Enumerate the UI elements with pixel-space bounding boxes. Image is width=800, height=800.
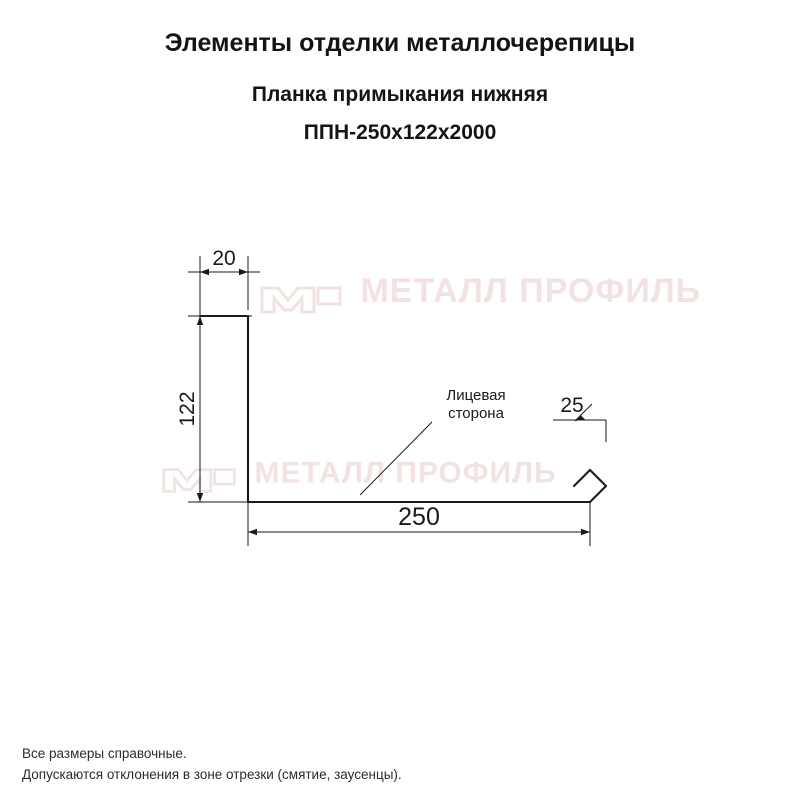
dimension-20-label: 20 — [212, 247, 236, 270]
page-title: Элементы отделки металлочерепицы — [164, 29, 636, 57]
dimension-25-label: 25 — [560, 394, 584, 417]
face-side-label-line1: Лицевая — [446, 387, 506, 404]
footer-notes — [22, 744, 402, 786]
watermark-text-2: МЕТАЛЛ ПРОФИЛЬ — [254, 456, 557, 490]
note-line-2: Допускаются отклонения в зоне отрезки (смятие, заусенцы). — [22, 767, 402, 783]
dimension-122-label: 122 — [176, 391, 199, 427]
face-side-label-line2: сторона — [448, 405, 504, 422]
product-name: Планка примыкания нижняя — [251, 83, 549, 106]
product-code: ППН-250x122x2000 — [303, 121, 497, 145]
dimension-250-label: 250 — [398, 503, 440, 531]
technical-drawing — [0, 210, 800, 630]
watermark-text: МЕТАЛЛ ПРОФИЛЬ — [360, 272, 702, 310]
header-block — [0, 28, 800, 147]
profile-outline — [200, 316, 608, 502]
note-line-1: Все размеры справочные. — [22, 746, 187, 762]
face-side-leader — [360, 422, 432, 495]
